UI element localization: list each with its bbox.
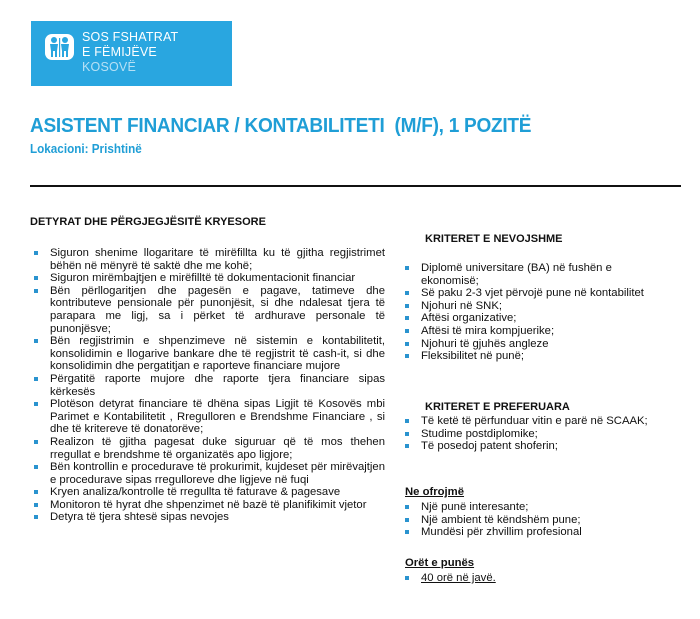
list-item: Një punë interesante;: [405, 501, 695, 514]
preferred-criteria-heading: KRITERET E PREFERUARA: [425, 401, 570, 413]
bullet-icon: [405, 576, 409, 580]
logo-line-3: KOSOVË: [82, 60, 136, 74]
bullet-icon: [34, 515, 38, 519]
list-item: Një ambient të këndshëm pune;: [405, 514, 695, 527]
bullet-icon: [405, 518, 409, 522]
list-item: Aftësi të mira kompjuerike;: [405, 325, 650, 338]
list-item: Të ketë të përfunduar vitin e parë në SCAAK;: [405, 415, 695, 428]
bullet-icon: [405, 419, 409, 423]
bullet-icon: [405, 444, 409, 448]
list-item: Njohuri në SNK;: [405, 300, 650, 313]
sos-children-emblem-icon: [45, 34, 74, 60]
bullet-icon: [34, 490, 38, 494]
list-item: Siguron shenime llogaritare të mirëfillta ku të gjitha regjistrimet bëhën në mënyrë të saktë dhe me kohë;: [34, 247, 385, 272]
list-item: Njohuri të gjuhës angleze: [405, 338, 650, 351]
bullet-icon: [34, 377, 38, 381]
duties-list: [34, 247, 385, 524]
list-item: Bën përllogaritjen dhe pagesën e pagave, tatimeve dhe kontributeve pensionale për punonjësit, si dhe ndalesat tjera të parapara me ligj, sa i përket të ardhurave personale të punonjësve;: [34, 285, 385, 335]
logo-line-1: SOS FSHATRAT: [82, 30, 179, 44]
bullet-icon: [34, 465, 38, 469]
bullet-icon: [34, 251, 38, 255]
list-item: Detyra të tjera shtesë sipas nevojes: [34, 511, 385, 524]
list-item: Mundësi për zhvillim profesional: [405, 526, 695, 539]
list-item: Diplomë universitare (BA) në fushën e ekonomisë;: [405, 262, 650, 287]
list-item: Bën regjistrimin e shpenzimeve në sistemin e kontabilitetit, konsolidimin e llogarive bankare dhe të regjistrit të cash-it, si dhe konsolidimin dhe pergatitjan e raporteve financiare mujore: [34, 335, 385, 373]
bullet-icon: [405, 329, 409, 333]
duties-heading: DETYRAT DHE PËRGJEGJËSITË KRYESORE: [30, 216, 266, 228]
bullet-icon: [405, 304, 409, 308]
list-item: Realizon të gjitha pagesat duke siguruar që të mos thehen rregullat e brendshme të organizatës apo ligjore;: [34, 436, 385, 461]
list-item: Siguron mirëmbajtjen e mirëfilltë të dokumentacionit financiar: [34, 272, 385, 285]
logo-line-2: E FËMIJËVE: [82, 45, 157, 59]
list-item: Plotëson detyrat financiare të dhëna sipas Ligjit të Kosovës mbi Parimet e Kontabilitetit , Rregulloren e Brendshme Financiare , si dhe të kritereve të donatorëve;: [34, 398, 385, 436]
bullet-icon: [34, 402, 38, 406]
logo-wordmark: [82, 30, 178, 75]
list-item: Aftësi organizative;: [405, 312, 650, 325]
working-hours-list: [405, 572, 695, 585]
bullet-icon: [405, 342, 409, 346]
list-item: Së paku 2-3 vjet përvojë pune në kontabilitet: [405, 287, 650, 300]
list-item: Fleksibilitet në punë;: [405, 350, 650, 363]
bullet-icon: [405, 266, 409, 270]
list-item: Kryen analiza/kontrolle të rregullta të faturave & pagesave: [34, 486, 385, 499]
organization-logo: [31, 21, 232, 86]
working-hours-heading: Orët e punës: [405, 557, 475, 569]
list-item: Studime postdiplomike;: [405, 428, 695, 441]
list-item: Të posedoj patent shoferin;: [405, 440, 695, 453]
list-item: Përgatitë raporte mujore dhe raporte tjera financiare sipas kërkesës: [34, 373, 385, 398]
bullet-icon: [34, 440, 38, 444]
page-title: ASISTENT FINANCIAR / KONTABILITETI (M/F), 1 POZITË: [30, 114, 532, 137]
list-item: Bën kontrollin e procedurave të prokurimit, kujdeset për mirëvajtjen e procedurave sipas rregulloreve dhe ligjeve në fuqi: [34, 461, 385, 486]
list-item: Monitoron të hyrat dhe shpenzimet në bazë të planifikimit vjetor: [34, 499, 385, 512]
bullet-icon: [405, 354, 409, 358]
required-criteria-list: [405, 262, 650, 363]
preferred-criteria-list: [405, 415, 695, 453]
bullet-icon: [405, 291, 409, 295]
bullet-icon: [34, 503, 38, 507]
bullet-icon: [34, 276, 38, 280]
bullet-icon: [405, 316, 409, 320]
offer-heading: Ne ofrojmë: [405, 486, 465, 498]
offer-list: [405, 501, 695, 539]
divider: [30, 185, 681, 187]
bullet-icon: [34, 289, 38, 293]
bullet-icon: [34, 339, 38, 343]
bullet-icon: [405, 432, 409, 436]
bullet-icon: [405, 505, 409, 509]
required-criteria-heading: KRITERET E NEVOJSHME: [425, 233, 563, 245]
location-label: Lokacioni: Prishtinë: [30, 141, 142, 156]
list-item: 40 orë në javë.: [405, 572, 695, 585]
bullet-icon: [405, 530, 409, 534]
